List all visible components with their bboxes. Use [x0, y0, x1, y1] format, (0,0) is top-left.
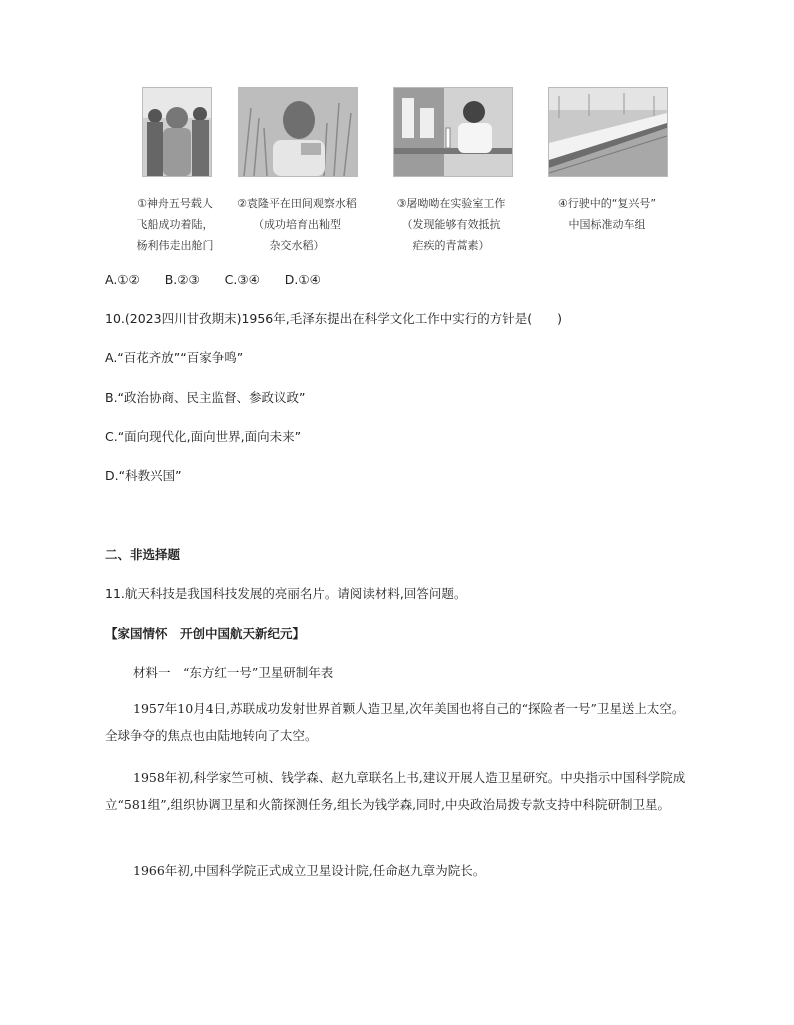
q10-option-d: D.“科教兴国” [105, 468, 182, 483]
material-title: 材料一 “东方红一号”卫星研制年表 [133, 665, 334, 680]
q10-option-a: A.“百花齐放”“百家争鸣” [105, 350, 244, 365]
q10-option-c: C.“面向现代化,面向世界,面向未来” [105, 429, 302, 444]
image-yuan-longping [238, 87, 358, 177]
image-fuxing-train [548, 87, 668, 177]
image-caption: ④行驶中的“复兴号” 中国标准动车组 [557, 197, 657, 231]
image-tu-youyou [393, 87, 513, 177]
theme-title: 【家国情怀 开创中国航天新纪元】 [105, 626, 306, 641]
section-title: 二、非选择题 [105, 547, 181, 562]
material-paragraph: 1957年10月4日,苏联成功发射世界首颗人造卫星,次年美国也将自己的“探险者一号”卫星送上太空。全球争夺的焦点也由陆地转向了太空。 [105, 701, 685, 743]
image-caption: ②袁隆平在田间观察水稻 （成功培育出籼型 杂交水稻） [237, 197, 357, 252]
material-paragraph: 1958年初,科学家竺可桢、钱学森、赵九章联名上书,建议开展人造卫星研究。中央指示中国科学院成立“581组”,组织协调卫星和火箭探测任务,组长为钱学森,同时,中央政治局拨专款支持中科院研制卫星。 [105, 770, 686, 812]
image-caption: ①神舟五号载人 飞船成功着陆， 杨利伟走出舱门 [136, 197, 214, 252]
q10-option-b: B.“政治协商、民主监督、参政议政” [105, 390, 306, 405]
image-caption: ③屠呦呦在实验室工作 （发现能够有效抵抗 疟疾的青蒿素） [396, 197, 506, 252]
material-paragraph: 1966年初,中国科学院正式成立卫星设计院,任命赵九章为院长。 [133, 863, 486, 878]
q10-stem: 10.(2023四川甘孜期末)1956年,毛泽东提出在科学文化工作中实行的方针是( ) [105, 311, 562, 326]
q9-options: A.①② B.②③ C.③④ D.①④ [105, 272, 321, 287]
q11-stem: 11.航天科技是我国科技发展的亮丽名片。请阅读材料,回答问题。 [105, 586, 467, 601]
image-shenzhou5 [142, 87, 212, 177]
